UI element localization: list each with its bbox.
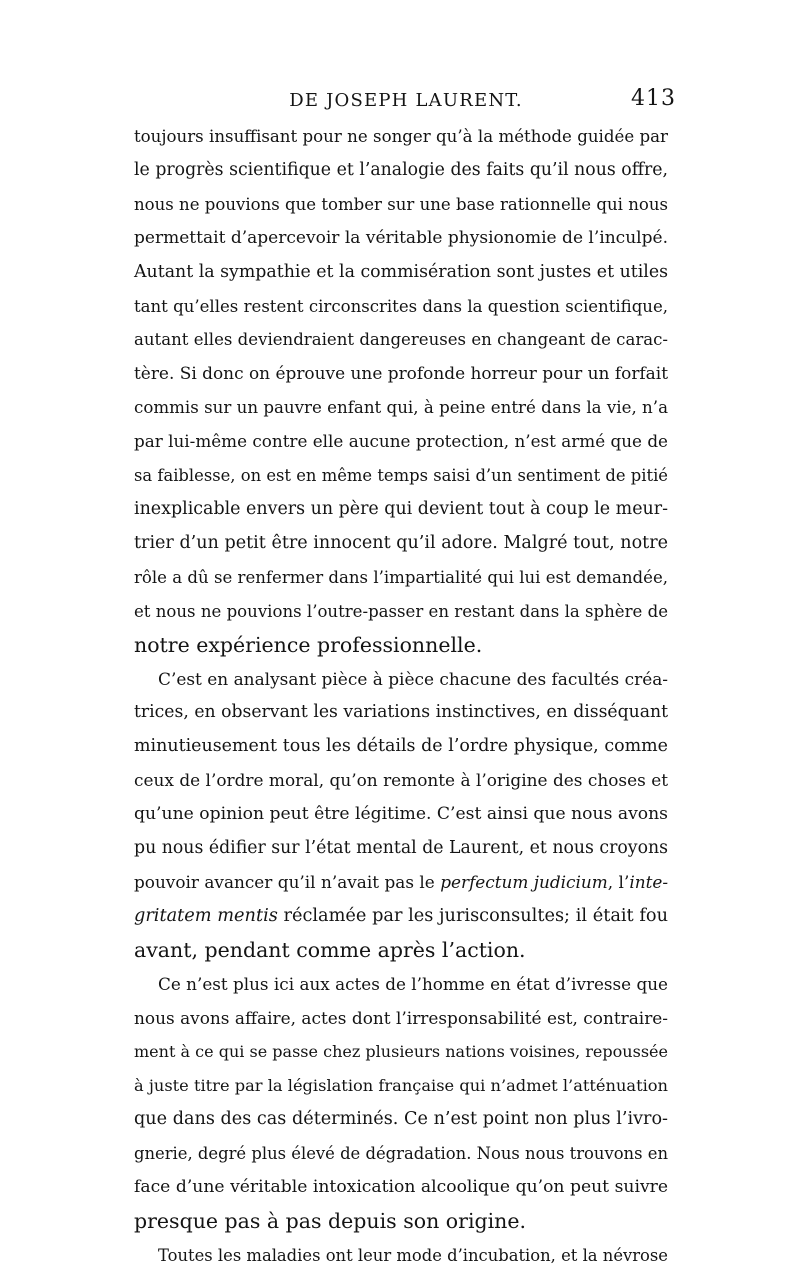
text-line: rôle a dû se renfermer dans l’impartialité qui lui est demandée, <box>134 567 668 587</box>
text-line-with-italics <box>134 900 668 934</box>
text-line: ceux de l’ordre moral, qu’on remonte à l’origine des choses et <box>134 770 668 791</box>
text-line: Autant la sympathie et la commisération sont justes et utiles <box>134 261 669 282</box>
page-number: 413 <box>631 86 676 111</box>
text-line: C’est en analysant pièce à pièce chacune des facultés créa- <box>158 668 669 689</box>
italic-latin-phrase: perfectum judicium <box>440 871 608 892</box>
text-line: trier d’un petit être innocent qu’il adore. Malgré tout, notre <box>134 532 668 553</box>
text-line: face d’une véritable intoxication alcoolique qu’on peut suivre <box>134 1177 668 1198</box>
text-line: pu nous édifier sur l’état mental de Laurent, et nous croyons <box>134 838 668 859</box>
text-line: inexplicable envers un père qui devient tout à coup le meur- <box>134 498 668 519</box>
text-line: ment à ce qui se passe chez plusieurs nations voisines, repoussée <box>134 1042 668 1062</box>
text-line: par lui-même contre elle aucune protection, n’est armé que de <box>134 431 668 452</box>
text-line: presque pas à pas depuis son origine. <box>134 1209 527 1233</box>
text-line: Ce n’est plus ici aux actes de l’homme en état d’ivresse que <box>158 973 668 994</box>
text-line: notre expérience professionnelle. <box>134 632 483 657</box>
paragraph-3 <box>134 968 668 1239</box>
paragraph-2 <box>134 663 668 968</box>
text-line: toujours insuffisant pour ne songer qu’à la méthode guidée par <box>134 127 668 146</box>
text-line: sa faiblesse, on est en même temps saisi d’un sentiment de pitié <box>134 466 668 486</box>
italic-latin-phrase: inte- <box>629 871 669 892</box>
text-run: , l’ <box>607 871 630 892</box>
text-line: tant qu’elles restent circonscrites dans la question scientifique, <box>134 296 668 316</box>
paragraph-1 <box>134 120 668 663</box>
text-line: commis sur un pauvre enfant qui, à peine entré dans la vie, n’a <box>134 398 668 418</box>
text-line: nous ne pouvions que tomber sur une base rationnelle qui nous <box>134 194 668 214</box>
text-line: trices, en observant les variations instinctives, en disséquant <box>134 702 668 723</box>
text-run: pouvoir avancer qu’il n’avait pas le <box>134 871 441 892</box>
paragraph-4 <box>134 1239 668 1273</box>
italic-latin-phrase: gritatem mentis <box>134 905 278 926</box>
text-line: le progrès scientifique et l’analogie des faits qu’il nous offre, <box>134 159 668 180</box>
text-line: nous avons affaire, actes dont l’irresponsabilité est, contraire- <box>134 1007 668 1028</box>
text-line: qu’une opinion peut être légitime. C’est ainsi que nous avons <box>134 804 668 825</box>
text-line-with-italics <box>134 866 668 900</box>
text-line: autant elles deviendraient dangereuses en changeant de carac- <box>134 330 668 350</box>
text-line: avant, pendant comme après l’action. <box>134 937 526 962</box>
text-run: réclamée par les jurisconsultes; il était fou <box>277 905 668 926</box>
text-line: tère. Si donc on éprouve une profonde horreur pour un forfait <box>134 363 668 384</box>
running-title: DE JOSEPH LAURENT. <box>289 90 523 111</box>
text-line: gnerie, degré plus élevé de dégradation. Nous nous trouvons en <box>134 1144 668 1164</box>
text-line: Toutes les maladies ont leur mode d’incubation, et la névrose <box>158 1245 668 1265</box>
body-text <box>134 120 668 1273</box>
text-line: à juste titre par la législation française qui n’admet l’atténuation <box>134 1076 668 1096</box>
text-line: minutieusement tous les détails de l’ordre physique, comme <box>134 736 668 757</box>
running-header <box>130 86 682 118</box>
text-line: que dans des cas déterminés. Ce n’est point non plus l’ivro- <box>134 1109 668 1130</box>
text-line: permettait d’apercevoir la véritable physionomie de l’inculpé. <box>134 227 668 248</box>
text-line: et nous ne pouvions l’outre-passer en restant dans la sphère de <box>134 601 668 621</box>
